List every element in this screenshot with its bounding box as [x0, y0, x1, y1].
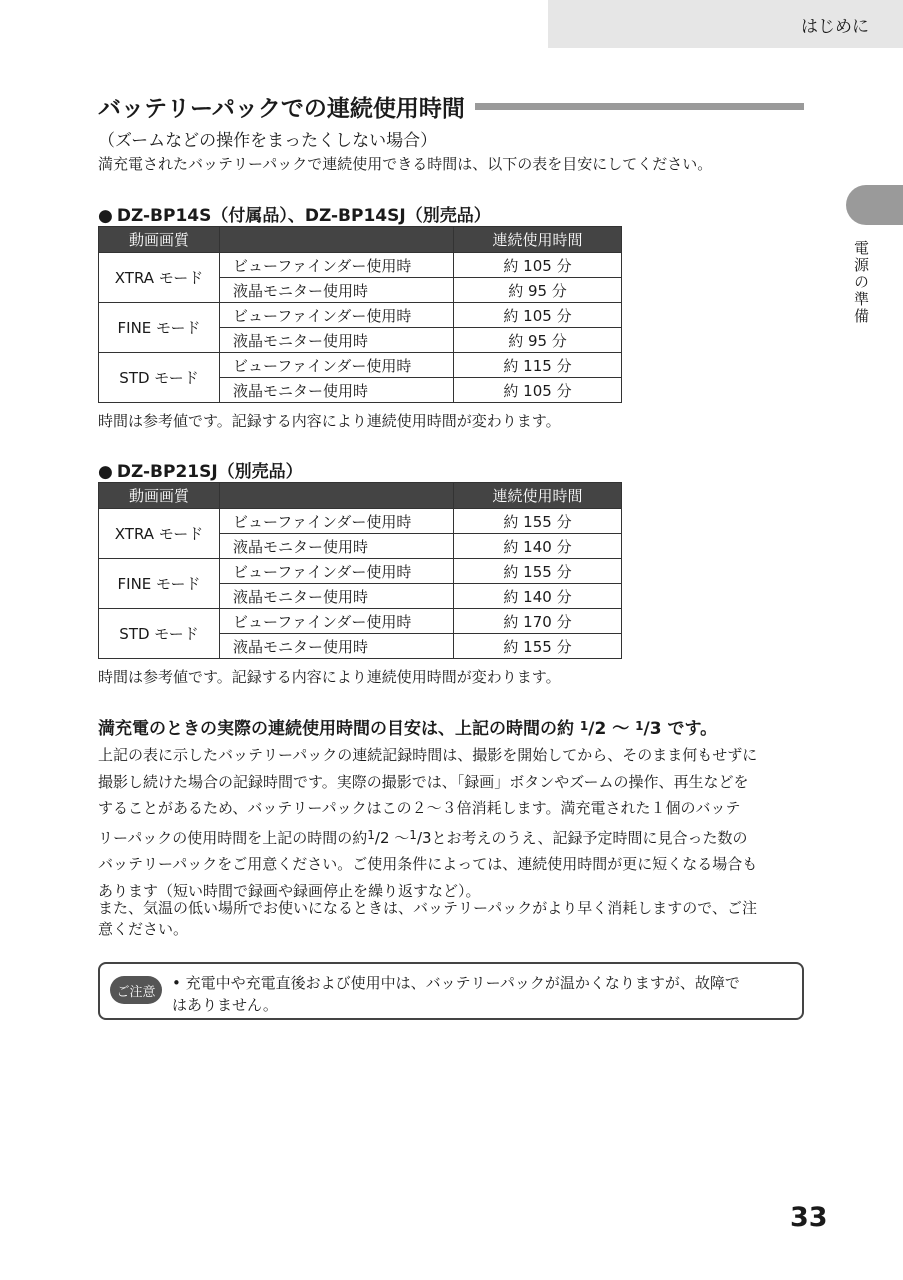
bullet-icon: ●	[98, 462, 113, 482]
chapter-title: はじめに	[801, 16, 869, 37]
usage-cell: ビューファインダー使用時	[220, 303, 454, 328]
usage-cell: 液晶モニター使用時	[220, 378, 454, 403]
intro-text: 満充電されたバッテリーパックで連続使用できる時間は、以下の表を目安にしてください。	[98, 155, 713, 173]
caution-line: • 充電中や充電直後および使用中は、バッテリーパックが温かくなりますが、故障で	[172, 974, 740, 992]
table2-note: 時間は参考値です。記録する内容により連続使用時間が変わります。	[98, 668, 561, 686]
usage-cell: ビューファインダー使用時	[220, 509, 454, 534]
time-cell: 約 95 分	[454, 278, 622, 303]
caution-text	[172, 972, 740, 1016]
time-cell: 約 105 分	[454, 303, 622, 328]
table1-note: 時間は参考値です。記録する内容により連続使用時間が変わります。	[98, 412, 561, 430]
usage-cell: ビューファインダー使用時	[220, 253, 454, 278]
fact-heading	[98, 714, 717, 739]
line4-pre: リーパックの使用時間を上記の時間の約	[98, 828, 368, 847]
table-row	[99, 353, 622, 378]
mode-cell: XTRA モード	[99, 253, 220, 303]
tilde: 〜	[606, 719, 636, 739]
header-time: 連続使用時間	[454, 227, 622, 253]
usage-cell: 液晶モニター使用時	[220, 534, 454, 559]
time-cell: 約 155 分	[454, 634, 622, 659]
mode-cell: XTRA モード	[99, 509, 220, 559]
title-rule	[475, 103, 804, 110]
usage-cell: 液晶モニター使用時	[220, 584, 454, 609]
header-usage	[220, 227, 454, 253]
fact-heading-post: です。	[661, 719, 718, 739]
time-cell: 約 105 分	[454, 253, 622, 278]
header-usage	[220, 483, 454, 509]
table-row	[99, 253, 622, 278]
fraction-half-den: /2	[588, 719, 607, 739]
line4-frac-half-den: /2	[374, 828, 390, 847]
fraction-third-num: 1	[635, 719, 644, 733]
page-number: 33	[790, 1202, 828, 1233]
usage-cell: ビューファインダー使用時	[220, 353, 454, 378]
paragraph-line: することがあるため、バッテリーパックはこの２〜３倍消耗します。満充電された１個のバッテ	[98, 799, 741, 818]
bullet-icon: ●	[98, 206, 113, 226]
chapter-header	[548, 0, 903, 48]
time-cell: 約 95 分	[454, 328, 622, 353]
time-cell: 約 155 分	[454, 509, 622, 534]
mode-cell: STD モード	[99, 609, 220, 659]
temperature-paragraph	[98, 898, 808, 940]
paragraph-line: また、気温の低い場所でお使いになるときは、バッテリーパックがより早く消耗しますので、ご注	[98, 899, 757, 917]
header-quality: 動画画質	[99, 483, 220, 509]
fact-heading-pre: 満充電のときの実際の連続使用時間の目安は、上記の時間の約	[98, 719, 580, 739]
table-row	[99, 559, 622, 584]
table-header-row	[99, 227, 622, 253]
table2-heading	[98, 457, 303, 482]
line4-post: とお考えのうえ、記録予定時間に見合った数の	[431, 828, 748, 847]
fact-paragraph	[98, 742, 808, 905]
side-index-tab	[846, 185, 903, 225]
table-row	[99, 609, 622, 634]
paragraph-line: 上記の表に示したバッテリーパックの連続記録時間は、撮影を開始してから、そのまま何もせずに	[98, 746, 758, 764]
mode-cell: FINE モード	[99, 559, 220, 609]
table-row	[99, 303, 622, 328]
page-subtitle: （ズームなどの操作をまったくしない場合）	[98, 131, 438, 151]
usage-cell: ビューファインダー使用時	[220, 559, 454, 584]
fraction-half-num: 1	[579, 719, 589, 733]
time-cell: 約 140 分	[454, 584, 622, 609]
paragraph-line: 撮影し続けた場合の記録時間です。実際の撮影では、「録画」ボタンやズームの操作、再生などを	[98, 772, 749, 791]
page-title-row	[98, 90, 804, 122]
table1-heading-text: DZ-BP14S（付属品）、DZ-BP14SJ（別売品）	[116, 206, 491, 226]
paragraph-line: あります（短い時間で録画や録画停止を繰り返すなど）。	[98, 881, 481, 900]
table-header-row	[99, 483, 622, 509]
caution-icon: ご注意	[110, 976, 162, 1004]
table1-heading	[98, 201, 491, 226]
header-quality: 動画画質	[99, 227, 220, 253]
time-cell: 約 170 分	[454, 609, 622, 634]
header-time: 連続使用時間	[454, 483, 622, 509]
time-cell: 約 140 分	[454, 534, 622, 559]
line4-frac-third-num: 1	[409, 827, 417, 842]
usage-cell: 液晶モニター使用時	[220, 278, 454, 303]
fraction-third-den: /3	[643, 719, 662, 739]
table-row	[99, 509, 622, 534]
battery-table-1	[98, 226, 622, 403]
mode-cell: STD モード	[99, 353, 220, 403]
paragraph-line: バッテリーパックをご用意ください。ご使用条件によっては、連続使用時間が更に短くなる場合も	[98, 855, 758, 874]
time-cell: 約 115 分	[454, 353, 622, 378]
table2-heading-text: DZ-BP21SJ（別売品）	[116, 462, 303, 482]
line4-frac-third-den: /3	[416, 828, 432, 847]
line4-frac-half-num: 1	[367, 827, 375, 842]
usage-cell: 液晶モニター使用時	[220, 634, 454, 659]
paragraph-line	[98, 822, 808, 852]
usage-cell: ビューファインダー使用時	[220, 609, 454, 634]
battery-table-2	[98, 482, 622, 659]
line4-tilde: 〜	[389, 828, 410, 847]
time-cell: 約 155 分	[454, 559, 622, 584]
caution-line: はありません。	[172, 996, 278, 1014]
page-title: バッテリーパックでの連続使用時間	[98, 95, 465, 122]
time-cell: 約 105 分	[454, 378, 622, 403]
side-index-label: 電源の準備	[852, 240, 870, 325]
mode-cell: FINE モード	[99, 303, 220, 353]
paragraph-line: 意ください。	[98, 920, 189, 938]
usage-cell: 液晶モニター使用時	[220, 328, 454, 353]
caution-box	[98, 962, 804, 1020]
